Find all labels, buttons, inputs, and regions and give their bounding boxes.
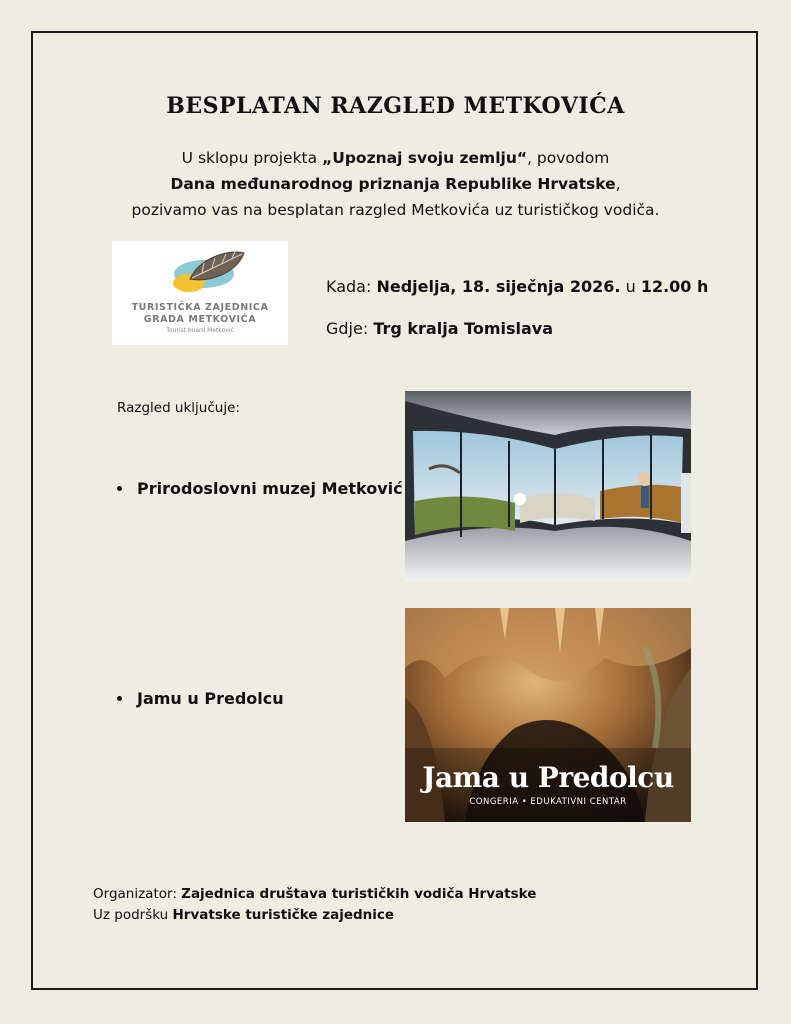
logo-text-line-3: Tourist board Metković (166, 327, 234, 334)
organizer-line: Organizator: Zajednica društava turističkih vodiča Hrvatske (93, 886, 537, 902)
supporter-name: Hrvatske turističke zajednice (172, 907, 395, 923)
museum-photo (405, 391, 691, 581)
includes-label: Razgled uključuje: (117, 400, 240, 416)
occasion-name: Dana međunarodnog priznanja Republike Hrvatske (170, 175, 616, 193)
cave-image-subtitle: CONGERIA • EDUKATIVNI CENTAR (469, 797, 627, 807)
bullet-icon (117, 486, 122, 491)
bullet-icon (117, 696, 122, 701)
logo-text-line-1: TURISTIČKA ZAJEDNICA (131, 302, 269, 313)
cave-photo (405, 608, 691, 822)
intro-line-1: U sklopu projekta „Upoznaj svoju zemlju“, povodom (181, 149, 610, 167)
organizer-name: Zajednica društava turističkih vodiča Hrvatske (181, 886, 537, 902)
logo-text-line-2: GRADA METKOVIĆA (143, 314, 257, 325)
page-title: BESPLATAN RAZGLED METKOVIĆA (166, 93, 625, 119)
where-line: Gdje: Trg kralja Tomislava (326, 319, 554, 338)
when-line: Kada: Nedjelja, 18. siječnja 2026. u 12.00 h (326, 277, 709, 296)
intro-line-2: Dana međunarodnog priznanja Republike Hrvatske, (170, 175, 621, 193)
support-line: Uz podršku Hrvatske turističke zajednice (93, 907, 395, 923)
event-time: 12.00 h (640, 277, 709, 296)
tourist-board-logo (112, 241, 288, 345)
list-item-cave: Jamu u Predolcu (117, 689, 284, 708)
intro-text (0, 145, 791, 223)
event-date: Nedjelja, 18. siječnja 2026. (376, 277, 621, 296)
list-item-museum: Prirodoslovni muzej Metković (117, 479, 403, 498)
intro-line-3: pozivamo vas na besplatan razgled Metkovića uz turističkog vodiča. (131, 201, 660, 219)
cave-image-title: Jama u Predolcu (422, 761, 674, 794)
event-location: Trg kralja Tomislava (373, 319, 554, 338)
project-name: „Upoznaj svoju zemlju“ (322, 149, 528, 167)
